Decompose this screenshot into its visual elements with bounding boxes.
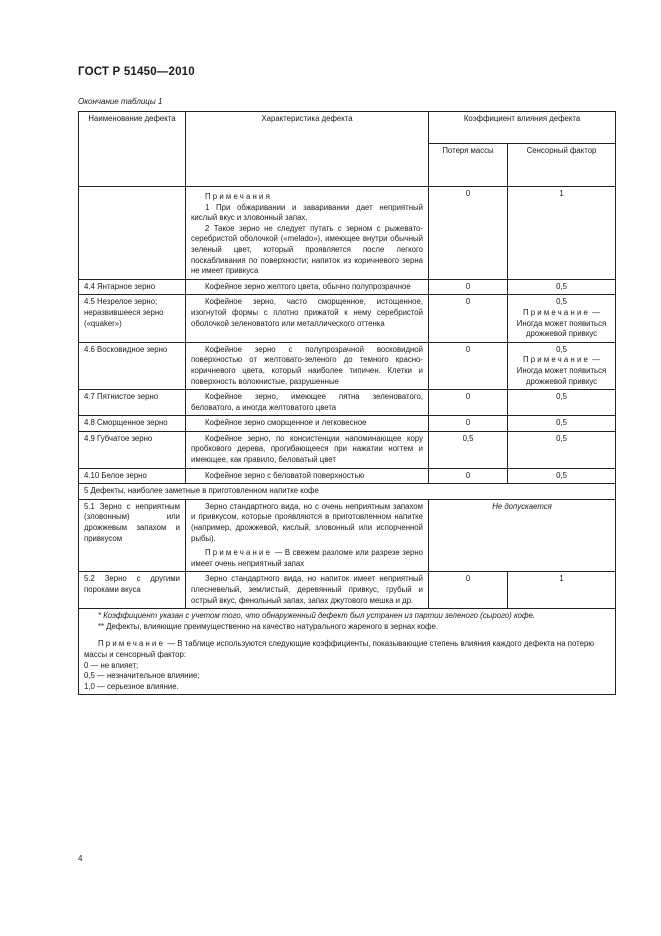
defects-table (78, 111, 616, 695)
defect-name: 4.7 Пятнистое зерно (79, 390, 186, 416)
table-row-notes (79, 187, 616, 280)
table-row (79, 295, 616, 342)
table-row (79, 416, 616, 432)
defect-name: 4.6 Восковидное зерно (79, 342, 186, 389)
table-row (79, 390, 616, 416)
defect-description: Кофейное зерно сморщенное и легковесное (205, 418, 367, 428)
table-row (79, 342, 616, 389)
not-allowed-value: Не допускается (429, 499, 616, 572)
mass-value: 0 (429, 390, 508, 416)
mass-value: 0 (429, 572, 508, 609)
sensory-note-title: Примечание (522, 355, 591, 365)
header-coefficient: Коэффициент влияния дефекта (429, 112, 616, 144)
coef-05: 0,5 — незначительное влияние; (84, 671, 200, 681)
sensory-value: 0,5 (508, 390, 616, 416)
sensory-value: 0,5 (508, 431, 616, 468)
header-sensory: Сенсорный фактор (508, 144, 616, 187)
notes-line-2: 2 Такое зерно не следует путать с зерном с рыжевато-серебристой оболочкой («melado»), имеющее внутри обычный зеленый цвет, который проявляется после легкого поскабливания по поверхности; напиток из коричневого зерна не имеет привкуса (191, 223, 423, 276)
sensory-note (513, 308, 610, 340)
footnote-star-2: ** Дефекты, влияющие преимущественно на качество натурального жареного в зернах кофе. (98, 621, 439, 631)
defect-note (191, 548, 423, 569)
table-row (79, 431, 616, 468)
defect-description: Кофейное зерно, часто сморщенное, истощенное, изогнутой формы с плотно прижатой к нему серебристой оболочкой зеленоватого или металлического оттенка (191, 297, 423, 328)
footnote-note-title: Примечание (98, 639, 166, 649)
section-heading-row (79, 484, 616, 500)
footnote-note (84, 639, 610, 660)
coef-1: 1,0 — серьезное влияние. (84, 681, 179, 691)
header-defect-name: Наименование дефекта (79, 112, 186, 187)
defect-name: 4.4 Янтарное зерно (79, 279, 186, 295)
mass-value: 0 (429, 187, 508, 280)
table-row (79, 279, 616, 295)
defect-name: 4.9 Губчатое зерно (79, 431, 186, 468)
footnote-note-text: — В таблице используются следующие коэффициенты, показывающие степень влияния каждого дефекта на потерю массы и сенсорный фактор: (84, 639, 595, 659)
defect-description: Кофейное зерно, по консистенции напоминающее кору пробкового дерева, прогибающееся при нажатии ногтем и имеющее, как правило, беловатый цвет (191, 433, 423, 465)
sensory-value: 0,5 (556, 344, 567, 354)
sensory-value: 1 (508, 572, 616, 609)
defect-name: 4.8 Сморщенное зерно (79, 416, 186, 432)
mass-value: 0 (429, 342, 508, 389)
sensory-value: 0,5 (508, 416, 616, 432)
table-row (79, 499, 616, 572)
mass-value: 0 (429, 279, 508, 295)
coef-0: 0 — не влияет; (84, 660, 139, 670)
footnotes-row (79, 609, 616, 695)
sensory-cell (508, 295, 616, 342)
defect-note-title: Примечание (205, 548, 273, 558)
page-number: 4 (78, 854, 83, 863)
sensory-note-text: — Иногда может появиться дрожжевой привкус (516, 307, 607, 339)
header-mass-loss: Потеря массы (429, 144, 508, 187)
defect-note-text: — В свежем разломе или разрезе зерно имеет очень неприятный запах (191, 548, 423, 568)
defect-description: Кофейное зерно, имеющее пятна зеленоватого, беловатого, а иногда желтоватого цвета (191, 392, 423, 412)
defect-name: 5.2 Зерно с другими пороками вкуса (79, 572, 186, 609)
defect-description: Кофейное зерно с беловатой поверхностью (205, 470, 365, 480)
sensory-cell (508, 342, 616, 389)
sensory-note (513, 355, 610, 387)
sensory-value: 0,5 (508, 468, 616, 484)
sensory-note-title: Примечание (522, 307, 591, 317)
table-row (79, 468, 616, 484)
table-caption: Окончание таблицы 1 (78, 97, 163, 106)
sensory-note-text: — Иногда может появиться дрожжевой привкус (516, 355, 607, 386)
notes-title: Примечания (205, 192, 273, 201)
mass-value: 0 (429, 416, 508, 432)
defect-name: 5.1 Зерно с неприятным (зловонным) или дрожжевым запахом и привкусом (79, 499, 186, 572)
footnote-star-1: * Коэффициент указан с учетом того, что обнаруженный дефект был устранен из партии зеленого (сырого) кофе. (98, 611, 536, 621)
notes-cell (186, 187, 429, 280)
notes-line-1: 1 При обжаривании и заваривании дает неприятный кислый вкус и зловонный запах. (191, 202, 423, 223)
sensory-value: 1 (508, 187, 616, 280)
table-row (79, 572, 616, 609)
sensory-value: 0,5 (508, 279, 616, 295)
defect-description: Кофейное зерно желтого цвета, обычно полупрозрачное (205, 281, 411, 291)
mass-value: 0,5 (429, 431, 508, 468)
header-characteristic: Характеристика дефекта (186, 112, 429, 187)
footnotes-cell (79, 609, 616, 695)
section-5-heading: 5 Дефекты, наиболее заметные в приготовленном напитке кофе (79, 484, 616, 500)
document-standard-header: ГОСТ Р 51450—2010 (78, 66, 195, 78)
defect-description: Кофейное зерно с полупрозрачной восковидной поверхностью от желтовато-зеленого до темного красно-коричневого цвета, который наиболее типичен. Клетки и поверхность волокнистые, разрушенные (191, 344, 423, 386)
mass-value: 0 (429, 295, 508, 342)
defect-name: 4.5 Незрелое зерно; неразвившееся зерно («quaker») (79, 295, 186, 342)
sensory-value: 0,5 (556, 297, 567, 307)
defect-description: Зерно стандартного вида, но напиток имеет неприятный плесневелый, землистый, деревянный привкус, грубый и острый вкус, фенольный запах, запах джутового мешка и др. (191, 574, 423, 605)
defect-description: Зерно стандартного вида, но с очень неприятным запахом и привкусом, которые проявляются в приготовленном напитке (например, дрожжевой, кислый, зловонный или испорченной рыбы). (191, 501, 423, 543)
mass-value: 0 (429, 468, 508, 484)
defect-name: 4.10 Белое зерно (79, 468, 186, 484)
